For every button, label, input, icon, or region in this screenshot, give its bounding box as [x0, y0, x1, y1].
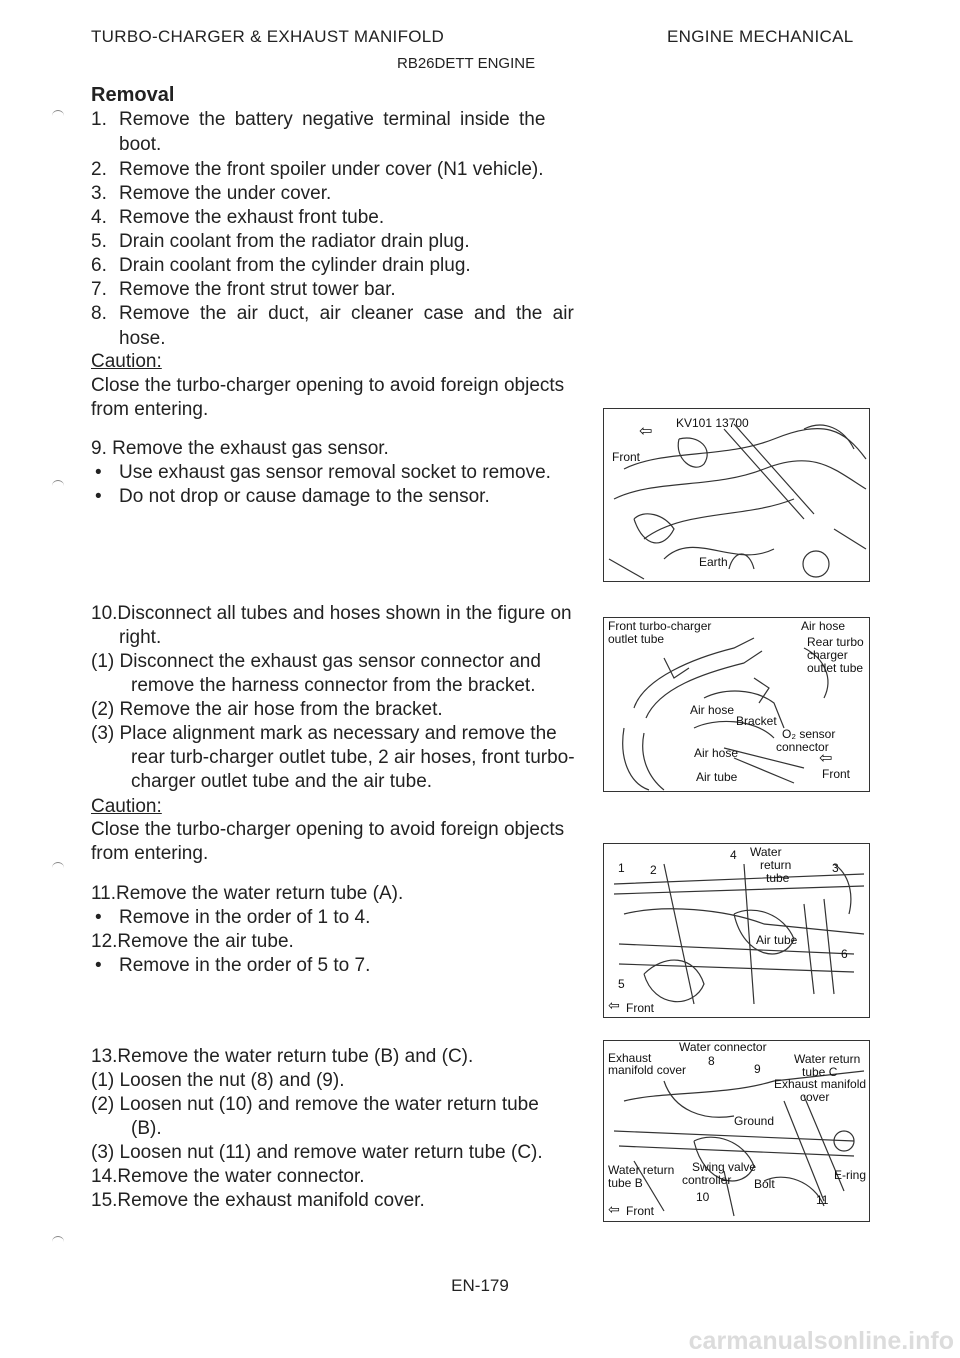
bolt-label: Bolt	[754, 1177, 775, 1191]
step-8-number: 8.	[91, 303, 107, 324]
step-7-text: Remove the front strut tower bar.	[119, 279, 396, 300]
step-4-number: 4.	[91, 207, 107, 228]
nut-8: 8	[708, 1054, 715, 1068]
caution-text-1: Close the turbo-charger opening to avoid foreign objects	[91, 375, 565, 396]
step-3-number: 3.	[91, 183, 107, 204]
order-2: 2	[650, 863, 657, 877]
outlet-tube-label: outlet tube	[807, 661, 864, 675]
caution-text-1: Close the turbo-charger opening to avoid foreign objects	[91, 819, 565, 840]
bullet: •	[95, 486, 102, 507]
header-left: TURBO-CHARGER & EXHAUST MANIFOLD	[91, 27, 445, 46]
bullet: •	[95, 955, 102, 976]
figure-water-connector	[603, 1040, 870, 1222]
caution-label: Caution:	[91, 796, 162, 817]
engine-illustration	[604, 844, 869, 1017]
step-8-text: Remove the air duct, air cleaner case and the air	[119, 303, 574, 324]
bullet: •	[95, 907, 102, 928]
header-sub: RB26DETT ENGINE	[397, 55, 536, 72]
air-tube-label: Air tube	[756, 933, 798, 947]
order-1: 1	[618, 861, 625, 875]
front-label: Front	[626, 1001, 655, 1015]
air-tube-label: Air tube	[696, 770, 738, 784]
earth-label: Earth	[699, 555, 728, 569]
tool-label: KV101 13700	[676, 416, 749, 430]
margin-mark	[52, 110, 64, 117]
front-label: Front	[626, 1204, 655, 1218]
air-hose-label: Air hose	[690, 703, 735, 717]
watermark: carmanualsonline.info	[688, 1327, 954, 1355]
step-13-sub-1: (1) Loosen the nut (8) and (9).	[91, 1070, 345, 1091]
arrow-left-icon: ⇦	[608, 997, 620, 1013]
step-11-text: 11.Remove the water return tube (A).	[91, 883, 404, 904]
water-label: Water	[750, 845, 782, 859]
step-12-bullet: Remove in the order of 5 to 7.	[119, 955, 371, 976]
step-5-text: Drain coolant from the radiator drain plug.	[119, 231, 470, 252]
rear-turbo-label: Rear turbo	[807, 635, 864, 649]
step-11-bullet: Remove in the order of 1 to 4.	[119, 907, 371, 928]
page-number: EN-179	[451, 1276, 509, 1295]
return-label: return	[760, 858, 792, 872]
step-10-sub-3: (3) Place alignment mark as necessary and remove the	[91, 723, 557, 744]
figure-tubes-hoses	[603, 617, 870, 792]
section-title: Removal	[91, 84, 175, 106]
step-10-text: 10.Disconnect all tubes and hoses shown in the figure on	[91, 603, 572, 624]
air-hose-label: Air hose	[801, 619, 846, 633]
step-4-text: Remove the exhaust front tube.	[119, 207, 385, 228]
order-3: 3	[832, 861, 839, 875]
arrow-left-icon: ⇦	[819, 750, 833, 767]
tube-c-label: tube C	[802, 1065, 838, 1079]
nut-11: 11	[816, 1193, 829, 1207]
margin-mark	[52, 862, 64, 869]
step-1-text: Remove the battery negative terminal inside the	[119, 109, 546, 130]
step-9-bullet-2: Do not drop or cause damage to the sensor.	[119, 486, 490, 507]
e-ring-label: E-ring	[834, 1168, 867, 1182]
caution-label: Caution:	[91, 351, 162, 372]
step-10-sub-1-cont: remove the harness connector from the bracket.	[131, 675, 536, 696]
step-10-sub-3-cont2: charger outlet tube and the air tube.	[131, 771, 433, 792]
front-label: Front	[612, 450, 641, 464]
step-13-text: 13.Remove the water return tube (B) and (C).	[91, 1046, 474, 1067]
step-15-text: 15.Remove the exhaust manifold cover.	[91, 1190, 425, 1211]
tube-label: tube	[766, 871, 790, 885]
step-6-text: Drain coolant from the cylinder drain plug.	[119, 255, 471, 276]
water-return-tube-c-label: Water return	[794, 1052, 861, 1066]
step-13-sub-2: (2) Loosen nut (10) and remove the water return tube	[91, 1094, 539, 1115]
step-3-text: Remove the under cover.	[119, 183, 332, 204]
controller-label: controller	[682, 1173, 732, 1187]
step-10-sub-1: (1) Disconnect the exhaust gas sensor connector and	[91, 651, 541, 672]
ground-label: Ground	[734, 1114, 775, 1128]
step-2-number: 2.	[91, 159, 107, 180]
step-9-text: 9. Remove the exhaust gas sensor.	[91, 438, 389, 459]
nut-9: 9	[754, 1062, 761, 1076]
step-1-cont: boot.	[119, 134, 162, 155]
step-9-bullet-1: Use exhaust gas sensor removal socket to remove.	[119, 462, 551, 483]
step-13-sub-2-cont: (B).	[131, 1118, 162, 1139]
step-5-number: 5.	[91, 231, 107, 252]
arrow-left-icon: ⇦	[639, 423, 653, 440]
step-2-text: Remove the front spoiler under cover (N1 vehicle).	[119, 159, 544, 180]
front-turbo-label: Front turbo-charger	[608, 619, 712, 633]
cover-label: cover	[800, 1090, 830, 1104]
arrow-left-icon: ⇦	[608, 1201, 620, 1217]
step-10-cont: right.	[119, 627, 162, 648]
air-hose-label: Air hose	[694, 746, 739, 760]
connector-label: connector	[776, 740, 829, 754]
water-connector-label: Water connector	[679, 1040, 767, 1054]
figure-water-return-tube	[603, 843, 870, 1018]
step-12-text: 12.Remove the air tube.	[91, 931, 294, 952]
front-label: Front	[822, 767, 851, 781]
step-7-number: 7.	[91, 279, 107, 300]
charger-label: charger	[807, 648, 848, 662]
water-return-tube-b-label: Water return	[608, 1163, 675, 1177]
exhaust-label: Exhaust	[608, 1051, 652, 1065]
margin-mark	[52, 1236, 64, 1243]
o2-sensor-label: O₂ sensor	[782, 727, 836, 741]
manifold-cover-label: manifold cover	[608, 1063, 687, 1077]
margin-mark	[52, 480, 64, 487]
step-14-text: 14.Remove the water connector.	[91, 1166, 365, 1187]
swing-valve-label: Swing valve	[692, 1160, 757, 1174]
caution-text-2: from entering.	[91, 399, 209, 420]
step-8-cont: hose.	[119, 328, 166, 349]
caution-text-2: from entering.	[91, 843, 209, 864]
step-6-number: 6.	[91, 255, 107, 276]
step-13-sub-3: (3) Loosen nut (11) and remove water return tube (C).	[91, 1142, 543, 1163]
nut-10: 10	[696, 1190, 710, 1204]
order-4: 4	[730, 848, 737, 862]
tube-b-label: tube B	[608, 1176, 643, 1190]
step-1-number: 1.	[91, 109, 107, 130]
step-10-sub-3-cont: rear turb-charger outlet tube, 2 air hoses, front turbo-	[131, 747, 575, 768]
bullet: •	[95, 462, 102, 483]
bracket-label: Bracket	[736, 714, 777, 728]
step-10-sub-2: (2) Remove the air hose from the bracket.	[91, 699, 443, 720]
header-right: ENGINE MECHANICAL	[667, 27, 854, 46]
order-6: 6	[841, 947, 848, 961]
figure-sensor-removal	[603, 408, 870, 582]
exhaust-manifold-label: Exhaust manifold	[774, 1077, 867, 1091]
outlet-tube-label: outlet tube	[608, 632, 665, 646]
order-5: 5	[618, 977, 625, 991]
